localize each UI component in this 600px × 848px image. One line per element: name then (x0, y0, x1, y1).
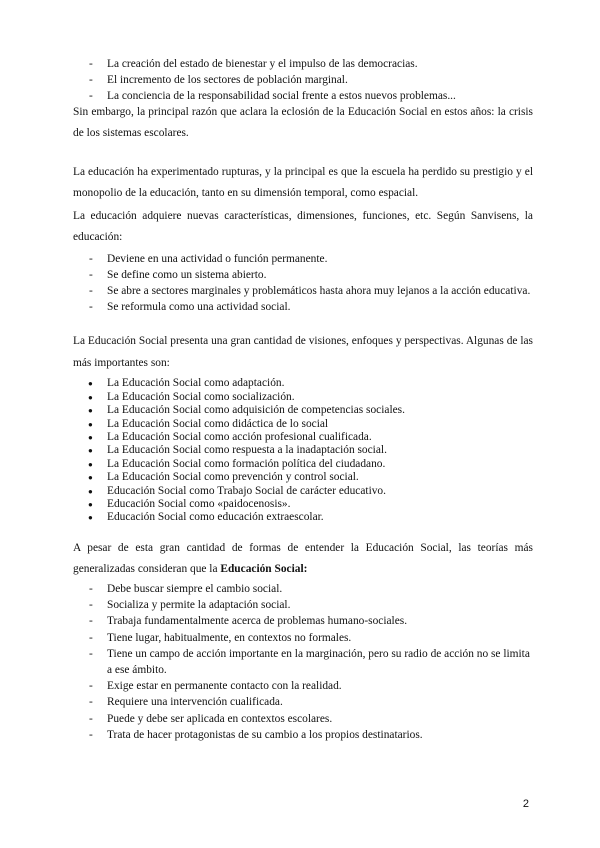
list-item: - Debe buscar siempre el cambio social. (73, 581, 533, 597)
list-item: - Tiene un campo de acción importante en la marginación, pero su radio de acción no se limita a ese ámbito. (73, 646, 533, 678)
list-item: - Puede y debe ser aplicada en contextos escolares. (73, 711, 533, 727)
education-traits-list (73, 251, 533, 316)
page-content (73, 0, 533, 743)
list-item: ● La Educación Social como adquisición de competencias sociales. (73, 404, 533, 417)
list-item: ● La Educación Social como adaptación. (73, 377, 533, 390)
list-item: - Requiere una intervención cualificada. (73, 694, 533, 710)
list-item: - La conciencia de la responsabilidad social frente a estos nuevos problemas... (73, 88, 533, 104)
paragraph-perspectivas: La Educación Social presenta una gran cantidad de visiones, enfoques y perspectivas. Algunas de las más importantes son: (73, 335, 533, 369)
social-education-list (73, 581, 533, 743)
list-item: - Trata de hacer protagonistas de su cambio a los propios destinatarios. (73, 727, 533, 743)
list-item: - Se abre a sectores marginales y problemáticos hasta ahora muy lejanos a la acción educativa. (73, 283, 533, 299)
paragraph-teorias (73, 538, 533, 581)
list-item: ● La Educación Social como prevención y control social. (73, 471, 533, 484)
paragraph-teorias-bold: Educación Social: (220, 563, 308, 576)
list-item: - Socializa y permite la adaptación social. (73, 597, 533, 613)
list-item: - Tiene lugar, habitualmente, en contextos no formales. (73, 630, 533, 646)
list-item: ● La Educación Social como respuesta a la inadaptación social. (73, 444, 533, 457)
list-item: - Se reformula como una actividad social. (73, 299, 533, 315)
paragraph-sanvisens: La educación adquiere nuevas características, dimensiones, funciones, etc. Según Sanvisens, la educación: (73, 209, 533, 244)
list-item: ● La Educación Social como socialización. (73, 391, 533, 404)
list-item: ● La Educación Social como didáctica de lo social (73, 418, 533, 431)
list-item: - El incremento de los sectores de población marginal. (73, 72, 533, 88)
page-number: 2 (522, 798, 529, 810)
list-item: - Trabaja fundamentalmente acerca de problemas humano-sociales. (73, 613, 533, 629)
list-item: - La creación del estado de bienestar y el impulso de las democracias. (73, 56, 533, 72)
paragraph-teorias-text: A pesar de esta gran cantidad de formas de entender la Educación Social, las teorías más generalizadas consideran que la (73, 541, 533, 576)
list-item: ● La Educación Social como formación política del ciudadano. (73, 458, 533, 471)
list-item: - Exige estar en permanente contacto con la realidad. (73, 678, 533, 694)
paragraph-rupturas: La educación ha experimentado rupturas, y la principal es que la escuela ha perdido su prestigio y el monopolio de la educación, tanto en su dimensión temporal, como espacial. (73, 165, 533, 200)
context-list (73, 56, 533, 105)
list-item: ● Educación Social como «paidocenosis». (73, 498, 533, 511)
list-item: ● Educación Social como educación extraescolar. (73, 511, 533, 524)
list-item: - Se define como un sistema abierto. (73, 267, 533, 283)
list-item: ● La Educación Social como acción profesional cualificada. (73, 431, 533, 444)
paragraph-crisis: Sin embargo, la principal razón que aclara la eclosión de la Educación Social en estos años: la crisis de los sistemas escolares. (73, 105, 533, 140)
perspectives-list (73, 377, 533, 524)
list-item: - Deviene en una actividad o función permanente. (73, 251, 533, 267)
list-item: ● Educación Social como Trabajo Social de carácter educativo. (73, 485, 533, 498)
